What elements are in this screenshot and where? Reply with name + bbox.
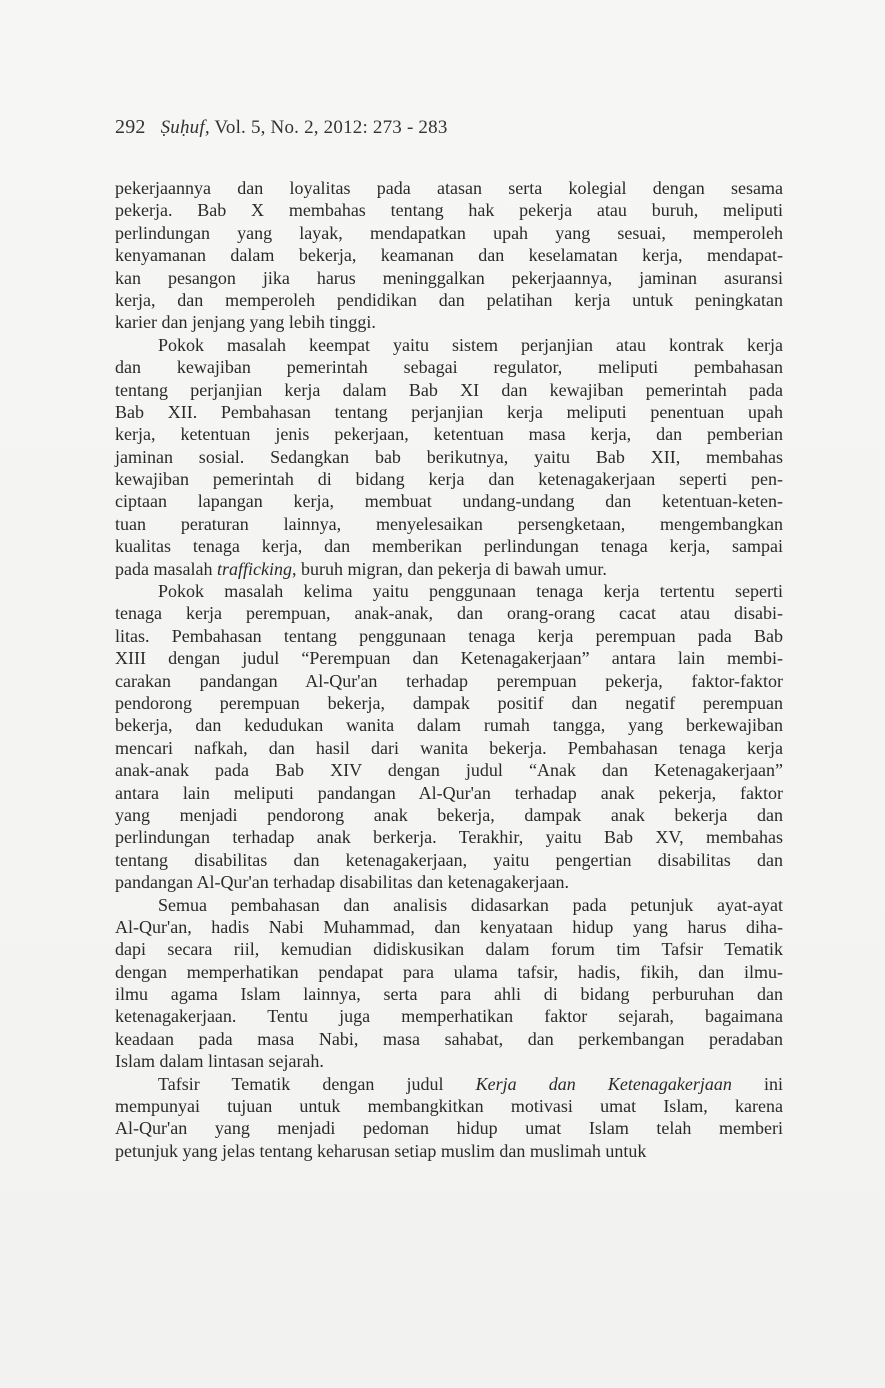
text-line (115, 961, 783, 983)
journal-citation: Vol. 5, No. 2, 2012: 273 - 283 (214, 117, 448, 138)
journal-name: Ṣuḥuf, (160, 117, 210, 138)
text-segment: Tafsir Tematik dengan judul (158, 1073, 476, 1094)
text-segment: dan kewajiban pemerintah sebagai regulator, meliputi pembahasan (115, 357, 783, 378)
text-line (115, 714, 783, 736)
text-line (115, 1050, 783, 1072)
text-line (115, 1095, 783, 1117)
text-line (115, 580, 783, 602)
text-segment: mempunyai tujuan untuk membangkitkan motivasi umat Islam, karena (115, 1096, 783, 1117)
text-line (115, 1117, 783, 1139)
text-segment: pekerjaannya dan loyalitas pada atasan serta kolegial dengan sesama (115, 178, 783, 198)
text-segment: antara lain meliputi pandangan Al-Qur'an terhadap anak pekerja, faktor (115, 782, 783, 803)
paragraph (115, 580, 783, 893)
text-line (115, 513, 783, 535)
text-segment: anak-anak pada Bab XIV dengan judul “Anak dan Ketenagakerjaan” (115, 760, 783, 781)
text-line (115, 244, 783, 266)
text-line (115, 558, 783, 580)
paragraph (115, 334, 783, 580)
text-line (115, 871, 783, 893)
text-segment: kerja, dan memperoleh pendidikan dan pelatihan kerja untuk peningkatan (115, 289, 783, 310)
text-segment: pendorong perempuan bekerja, dampak positif dan negatif perempuan (115, 692, 783, 713)
text-line (115, 826, 783, 848)
text-segment: XIII dengan judul “Perempuan dan Ketenagakerjaan” antara lain membi- (115, 648, 783, 669)
text-segment: pekerja. Bab X membahas tentang hak pekerja atau buruh, meliputi (115, 200, 783, 221)
text-segment: perlindungan yang layak, mendapatkan upah yang sesuai, memperoleh (115, 222, 783, 243)
text-segment: dapi secara riil, kemudian didiskusikan dalam forum tim Tafsir Tematik (115, 939, 783, 960)
text-line (115, 199, 783, 221)
text-line (115, 535, 783, 557)
text-line (115, 490, 783, 512)
running-header (115, 116, 448, 139)
text-line (115, 849, 783, 871)
text-segment: litas. Pembahasan tentang penggunaan tenaga kerja perempuan pada Bab (115, 625, 783, 646)
page-number: 292 (115, 116, 146, 138)
text-line (115, 1073, 783, 1095)
text-line (115, 356, 783, 378)
text-line (115, 334, 783, 356)
text-line (115, 737, 783, 759)
italic-text: trafficking (216, 558, 292, 579)
text-line (115, 938, 783, 960)
paragraph (115, 177, 783, 334)
body-text (115, 177, 783, 1162)
text-segment: kan pesangon jika harus meninggalkan pekerjaannya, jaminan asuransi (115, 267, 783, 288)
text-segment: bekerja, dan kedudukan wanita dalam rumah tangga, yang berkewajiban (115, 715, 783, 736)
text-line (115, 894, 783, 916)
text-line (115, 692, 783, 714)
paragraph (115, 894, 783, 1073)
text-segment: Semua pembahasan dan analisis didasarkan pada petunjuk ayat-ayat (158, 894, 783, 915)
text-segment: perlindungan terhadap anak berkerja. Terakhir, yaitu Bab XV, membahas (115, 827, 783, 848)
text-segment: carakan pandangan Al-Qur'an terhadap perempuan pekerja, faktor-faktor (115, 670, 783, 691)
text-segment: dengan memperhatikan pendapat para ulama tafsir, hadis, fikih, dan ilmu- (115, 961, 783, 982)
text-segment: mencari nafkah, dan hasil dari wanita bekerja. Pembahasan tenaga kerja (115, 737, 783, 758)
text-segment: ciptaan lapangan kerja, membuat undang-undang dan ketentuan-keten- (115, 491, 783, 512)
text-line (115, 289, 783, 311)
text-segment: kualitas tenaga kerja, dan memberikan perlindungan tenaga kerja, sampai (115, 536, 783, 557)
text-segment: jaminan sosial. Sedangkan bab berikutnya, yaitu Bab XII, membahas (115, 446, 783, 467)
text-segment: Bab XII. Pembahasan tentang perjanjian kerja meliputi penentuan upah (115, 401, 783, 422)
text-segment: Islam dalam lintasan sejarah. (115, 1051, 324, 1072)
text-segment: karier dan jenjang yang lebih tinggi. (115, 312, 376, 333)
text-line (115, 983, 783, 1005)
text-segment: , buruh migran, dan pekerja di bawah umur. (291, 558, 607, 579)
text-segment: tuan peraturan lainnya, menyelesaikan persengketaan, mengembangkan (115, 513, 783, 534)
text-line (115, 222, 783, 244)
text-segment: pada masalah (115, 558, 217, 579)
text-line (115, 1028, 783, 1050)
text-segment: Pokok masalah kelima yaitu penggunaan tenaga kerja tertentu seperti (158, 581, 783, 602)
text-segment: kenyamanan dalam bekerja, keamanan dan keselamatan kerja, mendapat- (115, 245, 783, 266)
text-line (115, 1140, 783, 1162)
text-segment: tenaga kerja perempuan, anak-anak, dan orang-orang cacat atau disabi- (115, 603, 783, 624)
text-segment: Al-Qur'an yang menjadi pedoman hidup umat Islam telah memberi (115, 1118, 783, 1139)
text-line (115, 379, 783, 401)
text-line (115, 468, 783, 490)
text-line (115, 311, 783, 333)
text-line (115, 401, 783, 423)
text-line (115, 759, 783, 781)
text-line (115, 177, 783, 199)
text-segment: Pokok masalah keempat yaitu sistem perjanjian atau kontrak kerja (158, 334, 783, 355)
text-line (115, 782, 783, 804)
italic-text: Kerja dan Ketenagakerjaan (475, 1073, 732, 1094)
text-line (115, 647, 783, 669)
text-segment: kerja, ketentuan jenis pekerjaan, ketentuan masa kerja, dan pemberian (115, 424, 783, 445)
text-line (115, 423, 783, 445)
text-segment: ini (731, 1073, 783, 1094)
text-line (115, 670, 783, 692)
text-segment: pandangan Al-Qur'an terhadap disabilitas dan ketenagakerjaan. (115, 872, 570, 893)
text-line (115, 1005, 783, 1027)
text-segment: yang menjadi pendorong anak bekerja, dampak anak bekerja dan (115, 804, 783, 825)
text-segment: kewajiban pemerintah di bidang kerja dan ketenagakerjaan seperti pen- (115, 469, 783, 490)
text-line (115, 916, 783, 938)
text-segment: Al-Qur'an, hadis Nabi Muhammad, dan kenyataan hidup yang harus diha- (115, 916, 783, 937)
text-line (115, 625, 783, 647)
text-segment: tentang perjanjian kerja dalam Bab XI dan kewajiban pemerintah pada (115, 379, 783, 400)
text-line (115, 602, 783, 624)
text-line (115, 267, 783, 289)
text-line (115, 804, 783, 826)
text-segment: ketenagakerjaan. Tentu juga memperhatikan faktor sejarah, bagaimana (115, 1006, 783, 1027)
text-segment: tentang disabilitas dan ketenagakerjaan, yaitu pengertian disabilitas dan (115, 849, 783, 870)
text-segment: keadaan pada masa Nabi, masa sahabat, dan perkembangan peradaban (115, 1028, 783, 1049)
text-line (115, 446, 783, 468)
paragraph (115, 1073, 783, 1163)
text-segment: petunjuk yang jelas tentang keharusan setiap muslim dan muslimah untuk (115, 1140, 647, 1161)
text-segment: ilmu agama Islam lainnya, serta para ahli di bidang perburuhan dan (115, 984, 783, 1005)
